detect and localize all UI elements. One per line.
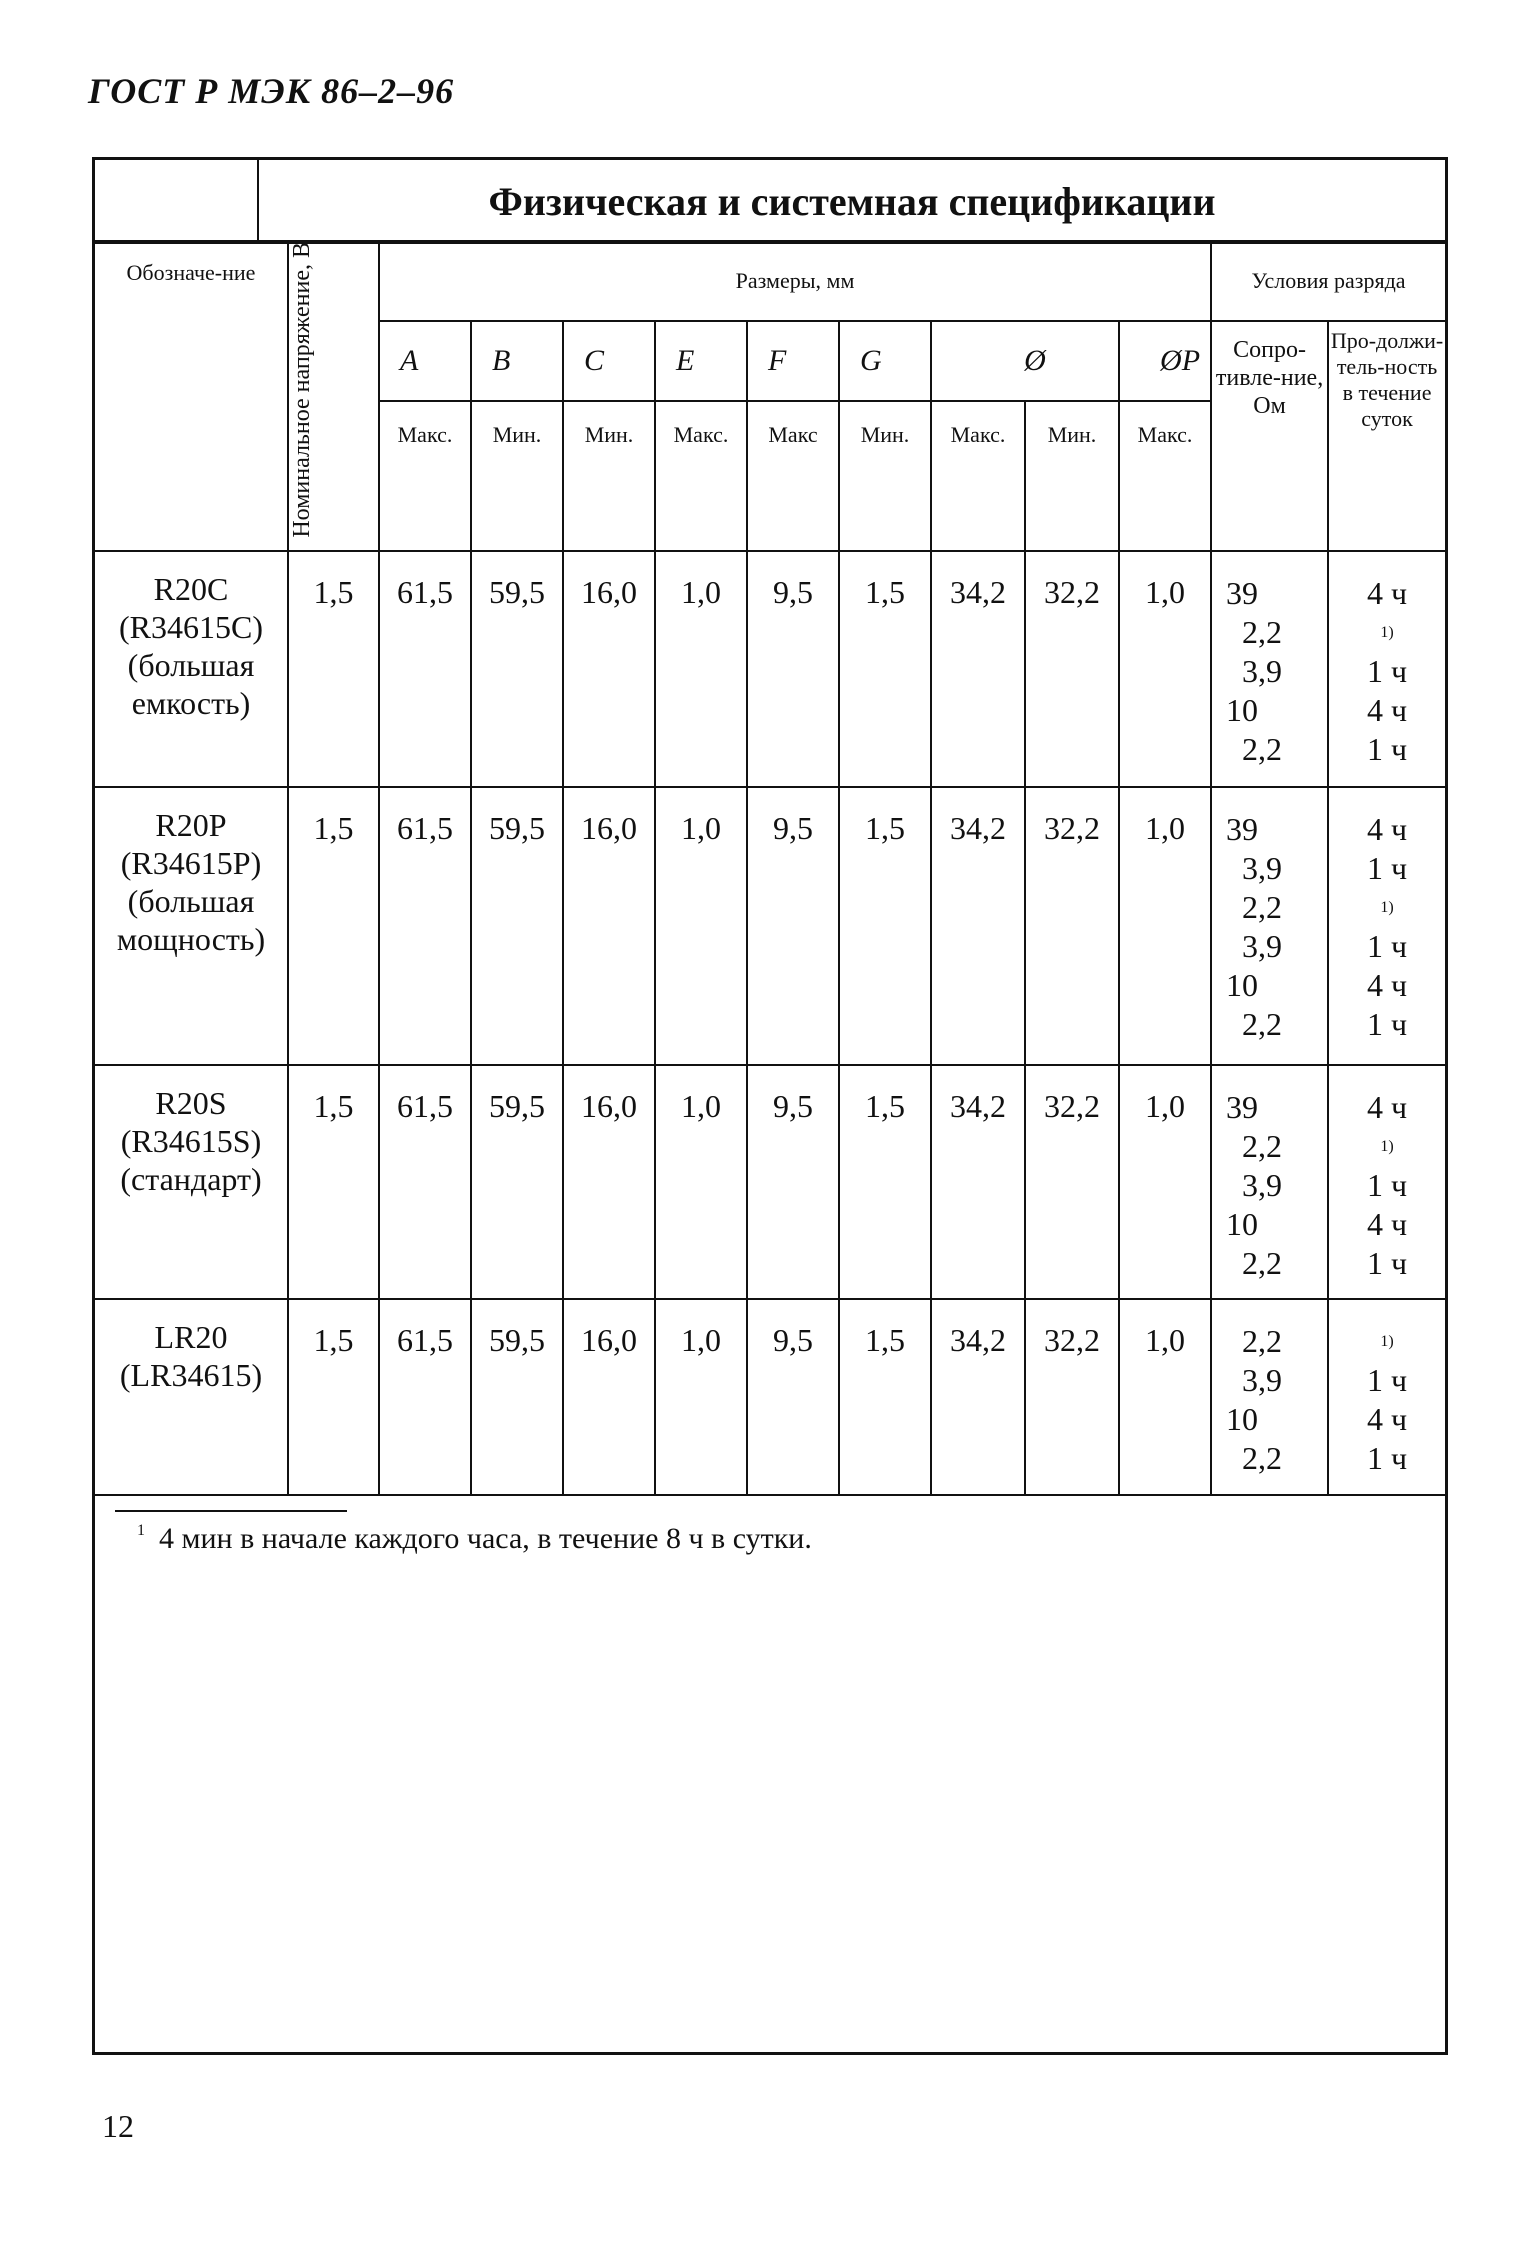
- value-e: 1,0: [655, 1299, 747, 1495]
- value-g: 1,5: [839, 787, 931, 1065]
- col-discharge: Условия разряда: [1211, 241, 1445, 321]
- value-diameter-p: 1,0: [1119, 787, 1211, 1065]
- value-a: 61,5: [379, 787, 471, 1065]
- value-diameter-p: 1,0: [1119, 551, 1211, 787]
- dim-diameter: Ø: [931, 321, 1119, 401]
- standard-designation: ГОСТ Р МЭК 86–2–96: [88, 71, 455, 111]
- value-c: 16,0: [563, 551, 655, 787]
- col-voltage: Номинальное напряжение, В: [288, 241, 379, 551]
- dim-a: A: [379, 321, 471, 401]
- value-f: 9,5: [747, 551, 839, 787]
- unit-a: Макс.: [379, 401, 471, 551]
- value-f: 9,5: [747, 1299, 839, 1495]
- dim-g: G: [839, 321, 931, 401]
- value-b: 59,5: [471, 1065, 563, 1299]
- value-diameter-max: 34,2: [931, 787, 1025, 1065]
- resistance-cell: 39 2,2 3,9 10 2,2: [1211, 551, 1328, 787]
- table-title: Физическая и системная спецификации: [488, 178, 1216, 224]
- unit-diameter-p: Макс.: [1119, 401, 1211, 551]
- value-diameter-min: 32,2: [1025, 787, 1119, 1065]
- value-f: 9,5: [747, 1065, 839, 1299]
- value-diameter-min: 32,2: [1025, 1299, 1119, 1495]
- unit-diameter-min: Мин.: [1025, 401, 1119, 551]
- value-e: 1,0: [655, 1065, 747, 1299]
- dim-e: E: [655, 321, 747, 401]
- table-row: [95, 551, 1445, 787]
- title-row: [95, 160, 1445, 244]
- designation-cell: R20S (R34615S) (стандарт): [95, 1065, 288, 1299]
- col-designation: Обозначе-ние: [95, 241, 288, 551]
- value-b: 59,5: [471, 551, 563, 787]
- designation-cell: R20C (R34615C) (большая емкость): [95, 551, 288, 787]
- unit-g: Мин.: [839, 401, 931, 551]
- value-diameter-max: 34,2: [931, 1065, 1025, 1299]
- value-diameter-max: 34,2: [931, 1299, 1025, 1495]
- value-diameter-max: 34,2: [931, 551, 1025, 787]
- voltage-cell: 1,5: [288, 1065, 379, 1299]
- duration-cell: 4 ч $^{1)}$ 1 ч 4 ч 1 ч: [1328, 551, 1445, 787]
- value-c: 16,0: [563, 1065, 655, 1299]
- unit-b: Мин.: [471, 401, 563, 551]
- value-g: 1,5: [839, 1065, 931, 1299]
- dim-f: F: [747, 321, 839, 401]
- duration-cell: 4 ч $^{1)}$ 1 ч 4 ч 1 ч: [1328, 1065, 1445, 1299]
- dim-c: C: [563, 321, 655, 401]
- value-a: 61,5: [379, 1065, 471, 1299]
- footnote-mark: 1: [137, 1522, 145, 1539]
- value-e: 1,0: [655, 787, 747, 1065]
- value-b: 59,5: [471, 787, 563, 1065]
- value-f: 9,5: [747, 787, 839, 1065]
- dim-diameter-p: ØP: [1119, 321, 1211, 401]
- designation-cell: LR20 (LR34615): [95, 1299, 288, 1495]
- value-g: 1,5: [839, 551, 931, 787]
- value-a: 61,5: [379, 551, 471, 787]
- resistance-cell: 39 2,2 3,9 10 2,2: [1211, 1065, 1328, 1299]
- value-b: 59,5: [471, 1299, 563, 1495]
- value-g: 1,5: [839, 1299, 931, 1495]
- value-diameter-min: 32,2: [1025, 551, 1119, 787]
- footnote-rule: [115, 1510, 347, 1512]
- unit-c: Мин.: [563, 401, 655, 551]
- col-duration: Про-должи-тель-ность в течение суток: [1328, 321, 1445, 551]
- unit-f: Макс: [747, 401, 839, 551]
- duration-cell: 4 ч 1 ч $^{1)}$ 1 ч 4 ч 1 ч: [1328, 787, 1445, 1065]
- designation-cell: R20P (R34615P) (большая мощность): [95, 787, 288, 1065]
- footnote: [137, 1522, 812, 1556]
- page-number: 12: [102, 2108, 134, 2144]
- value-diameter-min: 32,2: [1025, 1065, 1119, 1299]
- col-resistance: Сопро-тивле-ние, Ом: [1211, 321, 1328, 551]
- unit-e: Макс.: [655, 401, 747, 551]
- voltage-cell: 1,5: [288, 551, 379, 787]
- voltage-cell: 1,5: [288, 1299, 379, 1495]
- footnote-text: 4 мин в начале каждого часа, в течение 8 ч в сутки.: [159, 1522, 812, 1555]
- col-dimensions: Размеры, мм: [379, 241, 1211, 321]
- spec-table: [95, 240, 1445, 1496]
- table-row: [95, 787, 1445, 1065]
- dim-b: B: [471, 321, 563, 401]
- value-e: 1,0: [655, 551, 747, 787]
- value-a: 61,5: [379, 1299, 471, 1495]
- unit-diameter-max: Макс.: [931, 401, 1025, 551]
- table-row: [95, 1065, 1445, 1299]
- spec-frame: [92, 157, 1448, 2055]
- voltage-cell: 1,5: [288, 787, 379, 1065]
- duration-cell: $^{1)}$ 1 ч 4 ч 1 ч: [1328, 1299, 1445, 1495]
- resistance-cell: 2,2 3,9 10 2,2: [1211, 1299, 1328, 1495]
- table-row: [95, 1299, 1445, 1495]
- value-diameter-p: 1,0: [1119, 1299, 1211, 1495]
- value-c: 16,0: [563, 787, 655, 1065]
- resistance-cell: 39 3,9 2,2 3,9 10 2,2: [1211, 787, 1328, 1065]
- value-c: 16,0: [563, 1299, 655, 1495]
- value-diameter-p: 1,0: [1119, 1065, 1211, 1299]
